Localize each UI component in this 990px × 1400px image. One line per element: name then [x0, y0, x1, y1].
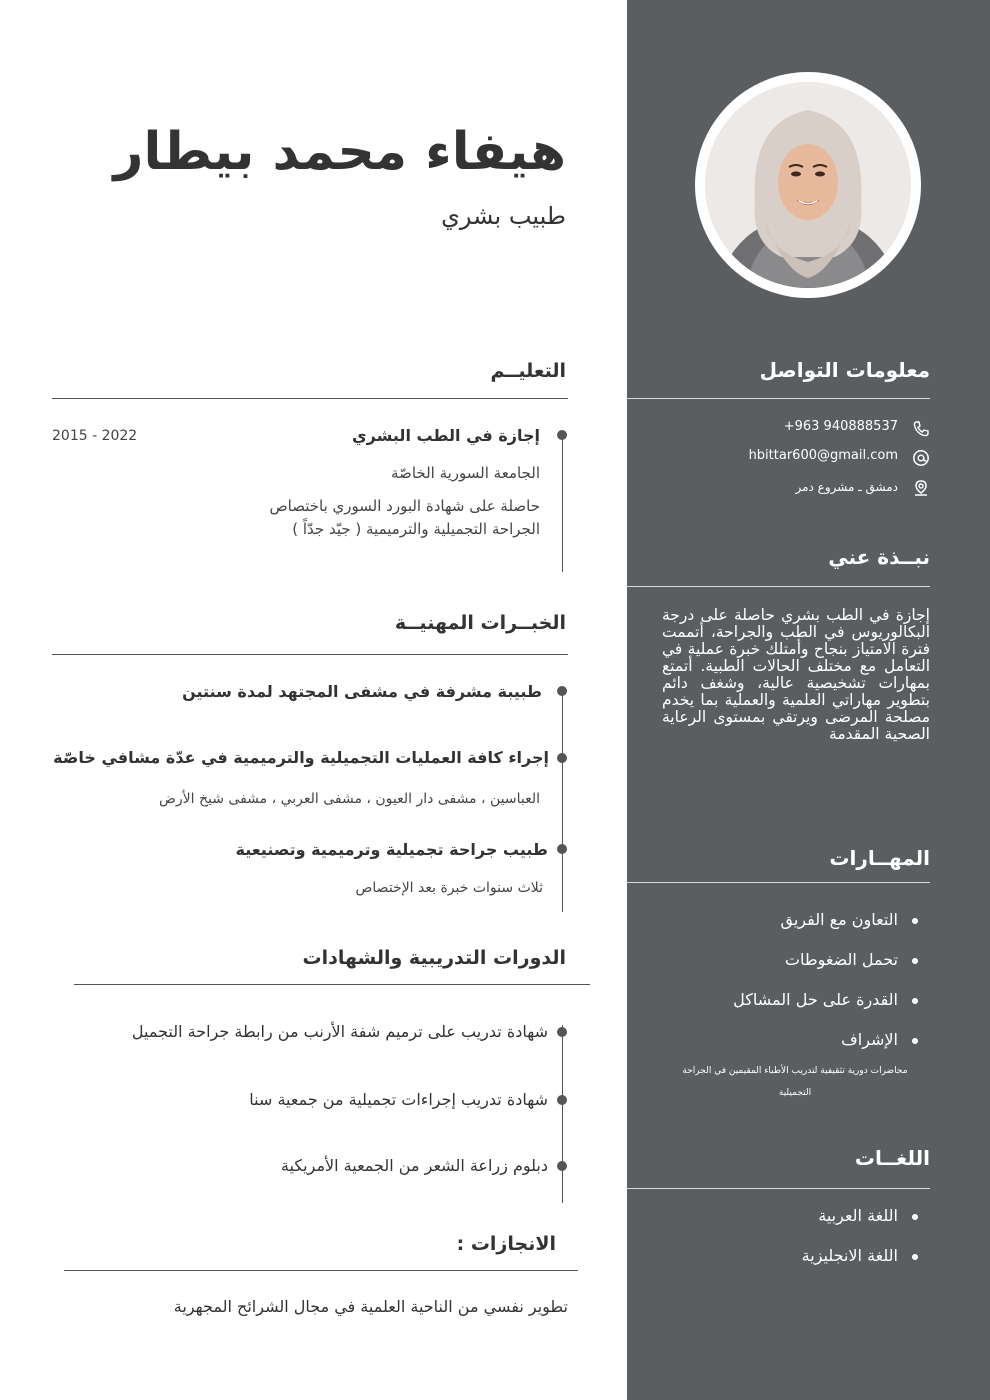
- courses-divider: [74, 984, 590, 985]
- courses-timeline: [562, 1025, 563, 1203]
- about-section-title: نبــذة عني: [828, 545, 930, 569]
- contact-section-title: معلومات التواصل: [759, 358, 930, 382]
- achievements-section-title: الانجازات :: [456, 1233, 556, 1255]
- profile-photo-frame: [695, 72, 921, 298]
- contact-divider: [627, 398, 930, 399]
- bullet-icon: [912, 998, 918, 1004]
- education-timeline: [562, 436, 563, 572]
- experience-item-detail: ثلاث سنوات خبرة بعد الإختصاص: [355, 880, 543, 896]
- timeline-dot: [557, 686, 567, 696]
- languages-section-title: اللغــات: [854, 1146, 930, 1170]
- email-address[interactable]: hbittar600@gmail.com: [748, 448, 898, 463]
- job-title: طبيب بشري: [441, 202, 566, 230]
- timeline-dot: [557, 430, 567, 440]
- bullet-icon: [912, 1038, 918, 1044]
- skills-section-title: المهــارات: [829, 846, 930, 870]
- skill-item: تحمل الضغوطات: [784, 950, 898, 969]
- about-divider: [627, 586, 930, 587]
- experience-section-title: الخبــرات المهنيــة: [394, 612, 566, 634]
- course-item: دبلوم زراعة الشعر من الجمعية الأمريكية: [280, 1156, 548, 1175]
- bullet-icon: [912, 1254, 918, 1260]
- timeline-dot: [557, 1095, 567, 1105]
- education-divider: [52, 398, 568, 399]
- education-years: 2015 - 2022: [52, 428, 138, 444]
- profile-photo: [705, 82, 911, 288]
- language-item: اللغة الانجليزية: [801, 1246, 898, 1265]
- about-text: إجازة في الطب بشري حاصلة على درجة البكالوريوس في الطب والجراحة، أتممت فترة الامتياز بنجاح وأمتلك خبرة عملية في التعامل مع مختلف الحالات الطبية. أتمتع بمهارات تشخيصية عالية، وشغف دائم بتطوير مهاراتي العلمية والعملية بما يخدم مصلحة المرضى ويرتقي بمستوى الرعاية الصحية المقدمة: [662, 606, 930, 743]
- skill-item: الإشراف: [841, 1030, 898, 1049]
- skills-note-line1: محاضرات دورية تثقيفية لتدريب الأطباء المقيمين في الجراحة: [682, 1066, 908, 1076]
- timeline-dot: [557, 1161, 567, 1171]
- education-degree: إجازة في الطب البشري: [352, 426, 540, 445]
- education-description-line2: الجراحة التجميلية والترميمية ( جيّد جدّاً ): [292, 520, 540, 538]
- experience-item-title: طبيب جراحة تجميلية وترميمية وتصنيعية: [235, 840, 548, 859]
- education-section-title: التعليــم: [490, 360, 566, 382]
- experience-item-detail: العباسين ، مشفى دار العيون ، مشفى العربي ، مشفى شيخ الأرض: [158, 791, 540, 807]
- person-name: هيفاء محمد بيطار: [113, 122, 566, 182]
- education-university: الجامعة السورية الخاصّة: [391, 464, 540, 482]
- skill-item: التعاون مع الفريق: [780, 910, 898, 929]
- location-pin-icon: [912, 479, 930, 497]
- education-description-line1: حاصلة على شهادة البورد السوري باختصاص: [269, 497, 540, 515]
- language-item: اللغة العربية: [818, 1206, 898, 1225]
- skills-note-line2: التجميلية: [778, 1088, 812, 1098]
- at-sign-icon: [912, 449, 930, 467]
- bullet-icon: [912, 958, 918, 964]
- experience-item-title: طبيبة مشرفة في مشفى المجتهد لمدة سنتين: [182, 682, 542, 701]
- course-item: شهادة تدريب على ترميم شفة الأرنب من رابطة جراحة التجميل: [131, 1022, 548, 1041]
- home-address: دمشق ـ مشروع دمر: [795, 480, 898, 494]
- experience-item-title: إجراء كافة العمليات التجميلية والترميمية في عدّة مشافي خاصّة: [53, 748, 549, 767]
- bullet-icon: [912, 918, 918, 924]
- timeline-dot: [557, 1027, 567, 1037]
- achievements-divider: [64, 1270, 578, 1271]
- phone-icon: [912, 420, 930, 438]
- timeline-dot: [557, 844, 567, 854]
- course-item: شهادة تدريب إجراءات تجميلية من جمعية سنا: [249, 1090, 548, 1109]
- phone-number[interactable]: +963 940888537: [783, 419, 898, 434]
- languages-divider: [627, 1188, 930, 1189]
- skills-divider: [627, 882, 930, 883]
- achievements-text: تطوير نفسي من الناحية العلمية في مجال الشرائح المجهرية: [173, 1297, 568, 1316]
- courses-section-title: الدورات التدريبية والشهادات: [302, 947, 566, 969]
- skill-item: القدرة على حل المشاكل: [733, 990, 898, 1009]
- experience-timeline: [562, 690, 563, 912]
- timeline-dot: [557, 753, 567, 763]
- experience-divider: [52, 654, 568, 655]
- bullet-icon: [912, 1214, 918, 1220]
